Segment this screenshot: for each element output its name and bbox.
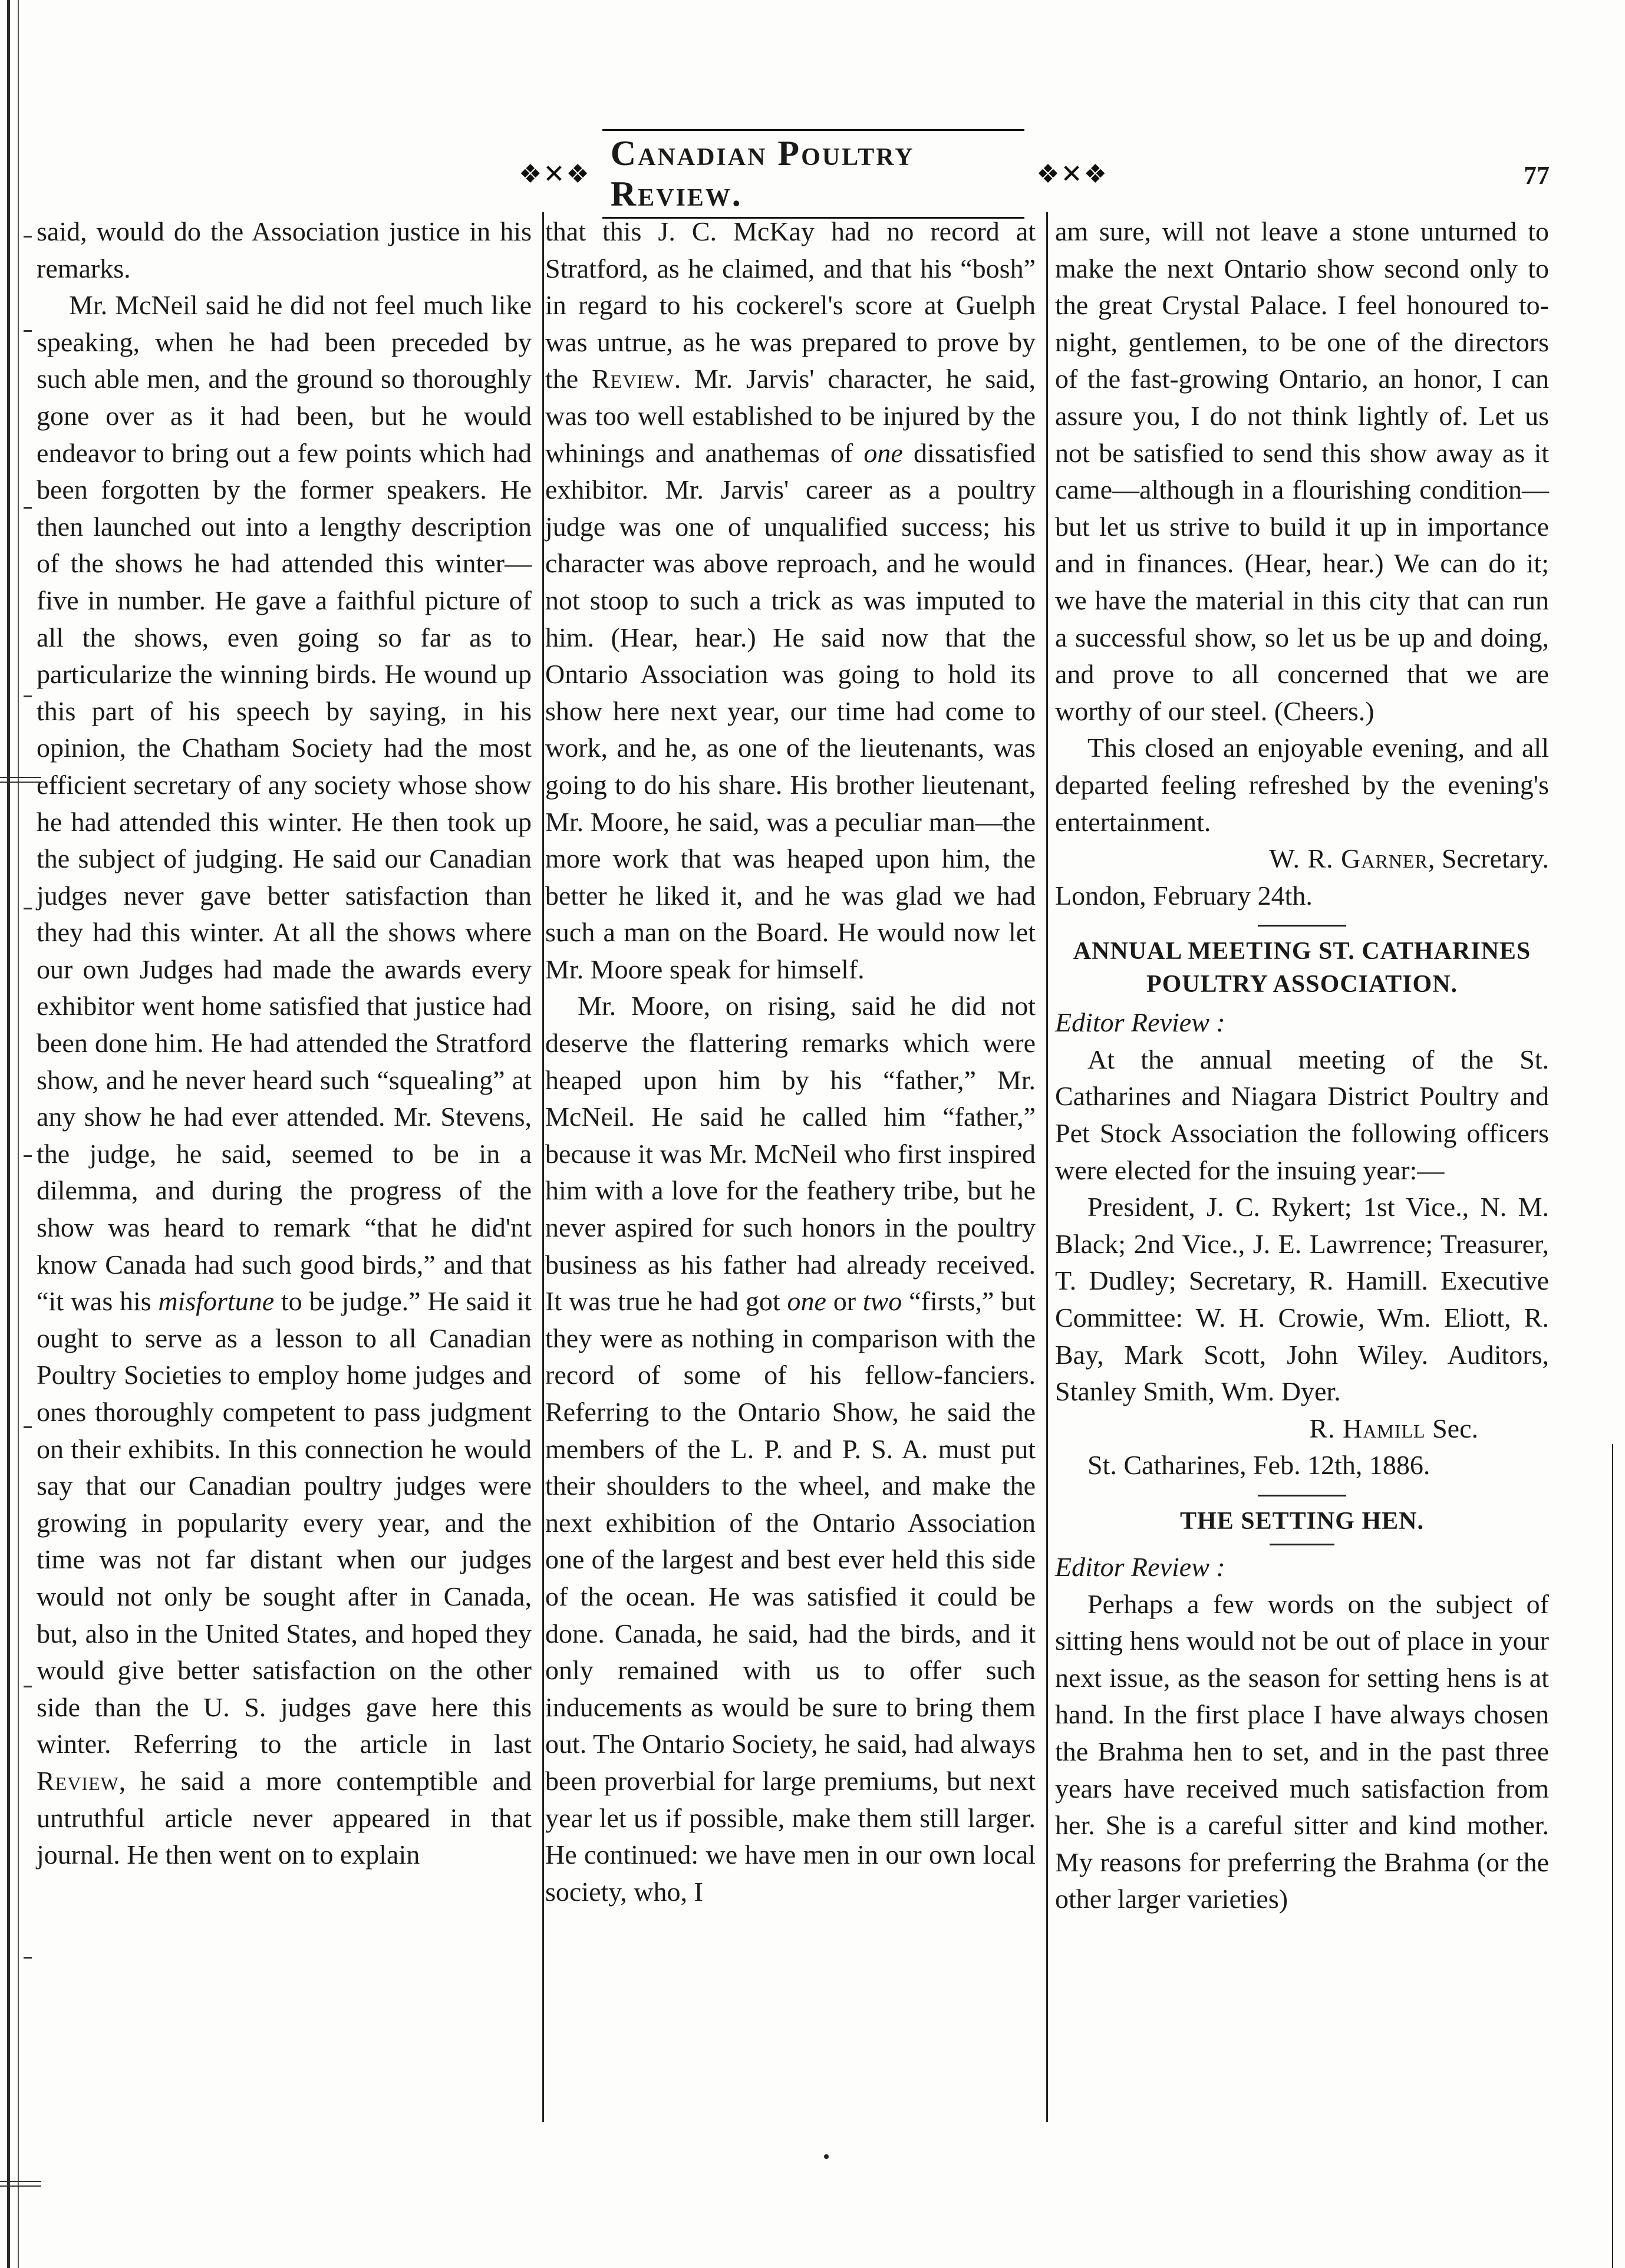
column-3 <box>1055 213 1549 2158</box>
col1-paragraph-2: Mr. McNeil said he did not feel much like speaking, when he had been preceded by such able men, and the ground so thoroughly gone over as it had been, but he would endeavor to bring out a few points which had been forgotten by the former speakers. He then launched out into a lengthy description of the shows he had attended this winter—five in number. He gave a faithful picture of all the shows, even going so far as to particularize the winning birds. He wound up this part of his speech by saying, in his opinion, the Chatham Society had the most efficient secretary of any society whose show he had attended this winter. He then took up the subject of judging. He said our Canadian judges never gave better satisfaction than they had this winter. At all the shows where our own Judges had made the awards every exhibitor went home satisfied that justice had been done him. He had attended the Stratford show, and he never heard such “squealing” at any show he had ever attended. Mr. Stevens, the judge, he said, seemed to be in a dilemma, and during the progress of the show was heard to remark “that he did'nt know Canada had such good birds,” and that “it was his misfortune to be judge.” He said it ought to serve as a lesson to all Canadian Poultry Societies to employ home judges and ones thoroughly competent to pass judgment on their exhibits. In this connection he would say that our Canadian poultry judges were growing in popularity every year, and the time was not far distant when our judges would not only be sought after in Canada, but, also in the United States, and hoped they would give better satisfaction on the other side than the U. S. judges gave here this winter. Referring to the article in last Review, he said a more contemptible and untruthful article never appeared in that journal. He then went on to explain <box>37 290 532 1870</box>
dateline-st-catharines: St. Catharines, Feb. 12th, 1886. <box>1087 1450 1430 1481</box>
signature-garner: W. R. Garner, Secretary. <box>1269 843 1549 874</box>
right-margin-rule <box>1612 1444 1613 2268</box>
col1-paragraph-1: said, would do the Association justice in his remarks. <box>37 216 532 284</box>
journal-title: Canadian Poultry Review. <box>602 129 1024 219</box>
masthead-ornament-right: ❖✕❖ <box>1036 159 1108 189</box>
col3-paragraph-4: President, J. C. Rykert; 1st Vice., N. M. Black; 2nd Vice., J. E. Lawrrence; Treasurer, T. Dudley; Secretary, R. Hamill. Executive Committee: W. H. Crowie, Wm. Eliott, R. Bay, Mark Scott, John Wiley. Auditors, Stanley Smith, Wm. Dyer. <box>1055 1192 1549 1407</box>
col3-paragraph-3: At the annual meeting of the St. Catharines and Niagara District Poultry and Pet Stock Association the following officers were elected for the insuing year:— <box>1055 1044 1549 1185</box>
masthead-ornament-left: ❖✕❖ <box>519 159 591 189</box>
column-2 <box>545 213 1036 2158</box>
editor-salutation-1: Editor Review : <box>1055 1007 1225 1038</box>
page-number: 77 <box>1524 161 1550 190</box>
column-divider-1 <box>542 212 544 2122</box>
column-1 <box>37 213 532 2158</box>
section-divider-2 <box>1258 1495 1346 1496</box>
col2-paragraph-1: that this J. C. McKay had no record at Stratford, as he claimed, and that his “bosh” in regard to his cockerel's score at Guelph was untrue, as he was prepared to prove by the Review. Mr. Jarvis' character, he said, was too well established to be injured by the whinings and anathemas of one dissatisfied exhibitor. Mr. Jarvis' career as a poultry judge was one of unqualified success; his character was above reproach, and he would not stoop to such a trick as was imputed to him. (Hear, hear.) He said now that the Ontario Association was going to hold its show here next year, our time had come to work, and he, as one of the lieutenants, was going to do his share. His brother lieutenant, Mr. Moore, he said, was a peculiar man—the more work that was heaped upon him, the better he liked it, and he was glad we had such a man on the Board. He would now let Mr. Moore speak for himself. <box>545 216 1036 984</box>
print-speck <box>824 2154 829 2159</box>
editor-salutation-2: Editor Review : <box>1055 1552 1225 1582</box>
col3-paragraph-2: This closed an enjoyable evening, and all departed feeling refreshed by the evening's entertainment. <box>1055 733 1549 837</box>
column-divider-2 <box>1046 212 1048 2122</box>
heading-setting-hen: THE SETTING HEN. <box>1180 1508 1424 1535</box>
page-binding-edge <box>0 0 41 2268</box>
col3-paragraph-1: am sure, will not leave a stone unturned to make the next Ontario show second only to the great Crystal Palace. I feel honoured to-night, gentlemen, to be one of the directors of the fast-growing Ontario, an honor, I can assure you, I do not think lightly of. Let us not be satisfied to send this show away as it came—although in a flourishing condition—but let us strive to build it up in importance and in finances. (Hear, hear.) We can do it; we have the material in this city that can run a successful show, so let us be up and doing, and prove to all concerned that we are worthy of our steel. (Cheers.) <box>1055 216 1549 726</box>
col3-paragraph-5: Perhaps a few words on the subject of sitting hens would not be out of place in your next issue, as the season for setting hens is at hand. In the first place I have always chosen the Brahma hen to set, and in the past three years have received much satisfaction from her. She is a careful sitter and kind mother. My reasons for preferring the Brahma (or the other larger varieties) <box>1055 1588 1549 1914</box>
section-divider-3 <box>1270 1544 1334 1545</box>
heading-st-catharines: ANNUAL MEETING ST. CATHARINES POULTRY ASSOCIATION. <box>1073 938 1531 998</box>
dateline-london: London, February 24th. <box>1055 880 1313 911</box>
col2-paragraph-2: Mr. Moore, on rising, said he did not deserve the flattering remarks which were heaped upon him by his “father,” Mr. McNeil. He said he called him “father,” because it was Mr. McNeil who first inspired him with a love for the feathery tribe, but he never aspired for such honors in the poultry business as his father had already received. It was true he had got one or two “firsts,” but they were as nothing in comparison with the record of some of his fellow-fanciers. Referring to the Ontario Show, he said the members of the L. P. and P. S. A. must put their shoulders to the wheel, and make the next exhibition of the Ontario Association one of the largest and best ever held this side of the ocean. He was satisfied it could be done. Canada, he said, had the birds, and it only remained with us to offer such inducements as would be sure to bring them out. The Ontario Society, he said, had always been proverbial for large premiums, but next year let us if possible, make them still larger. He continued: we have men in our own local society, who, I <box>545 991 1036 1907</box>
section-divider-1 <box>1258 925 1346 927</box>
signature-hamill: R. Hamill Sec. <box>1309 1413 1478 1443</box>
masthead <box>519 134 1108 213</box>
